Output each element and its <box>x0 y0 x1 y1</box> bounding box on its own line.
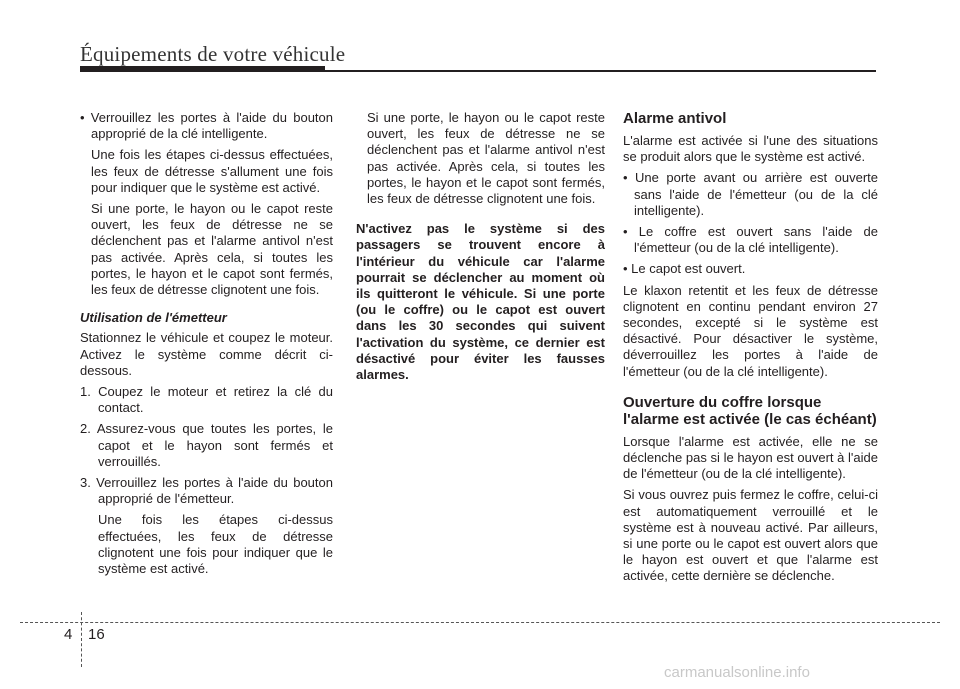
column-left <box>80 110 333 582</box>
heading-trunk-opening: Ouverture du coffre lorsque l'alarme est activée (le cas échéant) <box>623 393 877 428</box>
bullet-door-opened: • Une porte avant ou arrière est ouverte sans l'aide de l'émetteur (ou de la clé intelligente). <box>623 170 878 218</box>
page-header-title: Équipements de votre véhicule <box>80 42 346 66</box>
warning-paragraph: N'activez pas le système si des passagers se trouvent encore à l'intérieur du véhicule car l'alarme pourrait se déclencher au moment où ils quitteront le véhicule. Si une porte (ou le coffre) ou le capot est ouvert dans les 30 secondes qui suivent l'activation du système, ce dernier est désactivé pour éviter les fausses alarmes. <box>356 221 605 383</box>
paragraph-door-open-note-2: Si une porte, le hayon ou le capot reste ouvert, les feux de détresse ne se déclenchent pas et l'alarme antivol n'est pas activée. Après cela, si toutes les portes, le hayon et le capot sont fermés, les feux de détresse clignotent une fois. <box>367 110 605 207</box>
watermark: carmanualsonline.info <box>664 664 810 681</box>
bullet-lock-smart-key: • Verrouillez les portes à l'aide du bouton approprié de la clé intelligente. <box>80 110 333 142</box>
header-rule <box>80 70 876 72</box>
paragraph-trunk-1: Lorsque l'alarme est activée, elle ne se déclenche pas si le hayon est ouvert à l'aide de l'émetteur (ou de la clé intelligente). <box>623 433 878 482</box>
paragraph-horn: Le klaxon retentit et les feux de détresse clignotent en continu pendant environ 27 secondes, excepté si le système est désactivé. Pour désactiver le système, déverrouillez les portes à l'aide de l'émetteur (ou de la clé intelligente). <box>623 282 878 379</box>
paragraph-steps-result: Une fois les étapes ci-dessus effectuées, les feux de détresse clignotent une fois pour indiquer que le système est activé. <box>98 512 333 577</box>
paragraph-trunk-2: Si vous ouvrez puis fermez le coffre, celui-ci est automatiquement verrouillé et le système est à nouveau activé. Par ailleurs, si une porte ou le capot est ouvert alors que le hayon est ouvert et que l'alarme est activée, cette dernière se déclenche. <box>623 487 878 584</box>
step-2: 2. Assurez-vous que toutes les portes, le capot et le hayon sont fermés et verrouillés. <box>80 421 333 469</box>
page-number: 16 <box>88 626 105 643</box>
step-3: 3. Verrouillez les portes à l'aide du bouton approprié de l'émetteur. <box>80 475 333 507</box>
paragraph-transmitter-intro: Stationnez le véhicule et coupez le moteur. Activez le système comme décrit ci-dessous. <box>80 330 333 378</box>
column-middle <box>356 110 605 388</box>
footer-rule <box>20 622 940 623</box>
paragraph-hazard-confirm: Une fois les étapes ci-dessus effectuées, les feux de détresse s'allument une fois pour indiquer que le système est activé. <box>91 147 333 195</box>
heading-alarme-antivol: Alarme antivol <box>623 110 727 127</box>
subheading-transmitter: Utilisation de l'émetteur <box>80 310 227 326</box>
chapter-number: 4 <box>64 626 73 643</box>
paragraph-alarm-intro: L'alarme est activée si l'une des situations se produit alors que le système est activé. <box>623 133 878 165</box>
step-1: 1. Coupez le moteur et retirez la clé du contact. <box>80 384 333 416</box>
paragraph-door-open-note: Si une porte, le hayon ou le capot reste ouvert, les feux de détresse ne se déclenchent pas et l'alarme antivol n'est pas activée. Après cela, si toutes les portes, le hayon et le capot sont fermés, les feux de détresse clignotent une fois. <box>91 201 333 298</box>
bullet-trunk-opened: • Le coffre est ouvert sans l'aide de l'émetteur (ou de la clé intelligente). <box>623 224 878 256</box>
column-right <box>623 110 878 590</box>
bullet-hood-opened: • Le capot est ouvert. <box>623 261 746 277</box>
footer-divider <box>81 612 82 667</box>
